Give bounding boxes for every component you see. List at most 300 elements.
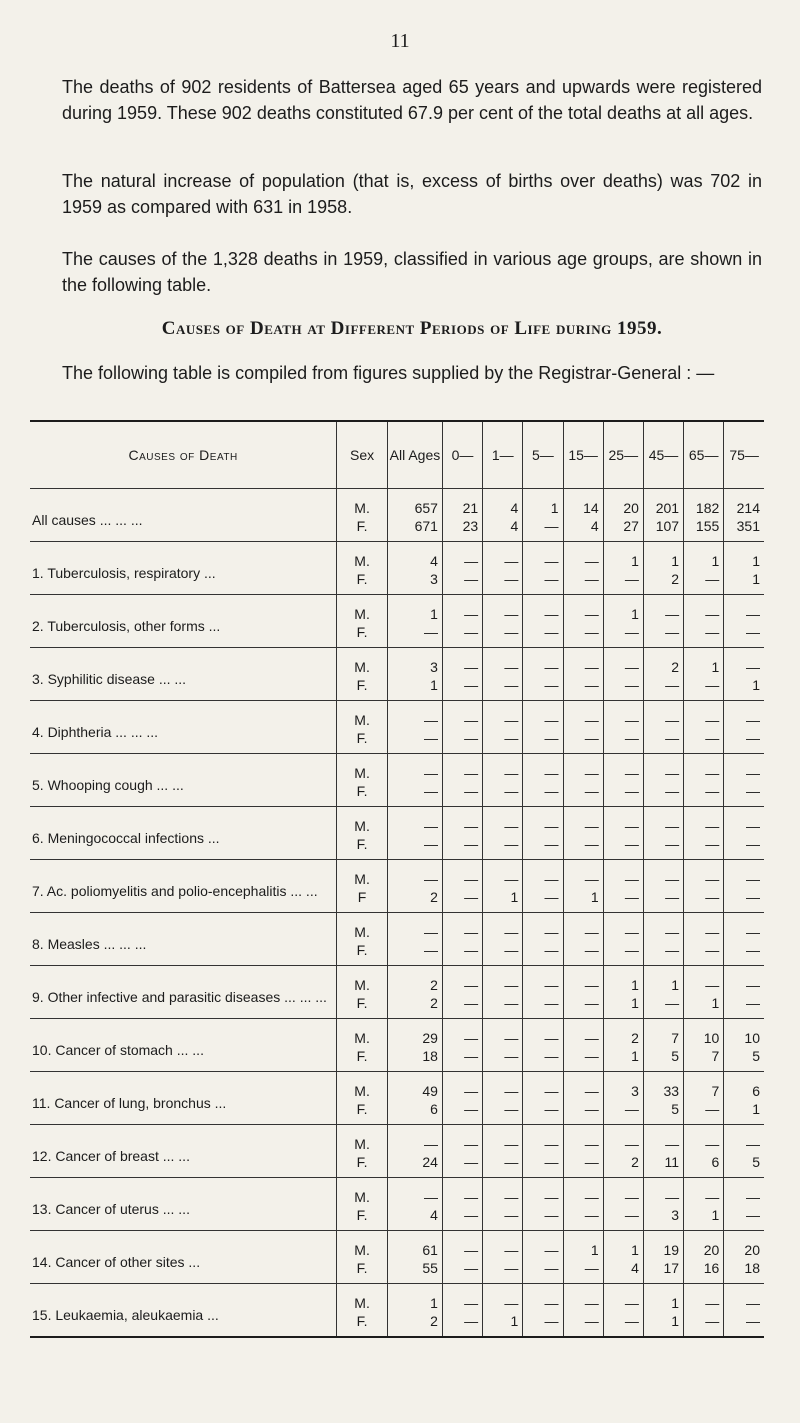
value-cell: — xyxy=(483,1178,523,1207)
value-cell: — xyxy=(483,595,523,624)
value-cell: 2 xyxy=(387,994,442,1019)
value-cell: — xyxy=(442,860,482,889)
value-cell: 1 xyxy=(643,542,683,571)
value-cell: — xyxy=(523,1125,563,1154)
value-cell: — xyxy=(724,835,764,860)
value-cell: 1 xyxy=(643,966,683,995)
value-cell: — xyxy=(643,888,683,913)
value-cell: — xyxy=(603,1178,643,1207)
value-cell: 1 xyxy=(684,1206,724,1231)
value-cell: — xyxy=(643,860,683,889)
value-cell: 5 xyxy=(643,1047,683,1072)
sex-cell: F. xyxy=(337,835,388,860)
value-cell: 1 xyxy=(387,595,442,624)
table-row-male xyxy=(30,913,764,942)
value-cell: — xyxy=(483,676,523,701)
cause-group xyxy=(30,1178,764,1231)
value-cell: — xyxy=(483,1231,523,1260)
value-cell: — xyxy=(724,860,764,889)
cause-label: All causes ... ... ... xyxy=(32,512,143,528)
table-row-male xyxy=(30,489,764,518)
column-header: All Ages xyxy=(387,421,442,489)
value-cell: — xyxy=(483,729,523,754)
cause-cell xyxy=(30,595,337,648)
value-cell: — xyxy=(563,1100,603,1125)
column-header: 45— xyxy=(643,421,683,489)
value-cell: — xyxy=(523,1259,563,1284)
value-cell: 1 xyxy=(563,888,603,913)
value-cell: — xyxy=(724,701,764,730)
value-cell: — xyxy=(442,1312,482,1337)
value-cell: — xyxy=(563,570,603,595)
value-cell: — xyxy=(442,1100,482,1125)
value-cell: 4 xyxy=(483,489,523,518)
value-cell: — xyxy=(603,941,643,966)
sex-cell: M. xyxy=(337,1284,388,1313)
value-cell: — xyxy=(563,1312,603,1337)
value-cell: — xyxy=(523,888,563,913)
value-cell: — xyxy=(603,913,643,942)
value-cell: 11 xyxy=(643,1153,683,1178)
value-cell: — xyxy=(483,782,523,807)
value-cell: — xyxy=(603,807,643,836)
sex-cell: F. xyxy=(337,1047,388,1072)
value-cell: — xyxy=(724,754,764,783)
sex-cell: M. xyxy=(337,807,388,836)
value-cell: 1 xyxy=(684,648,724,677)
value-cell: 1 xyxy=(387,1284,442,1313)
table-row-male xyxy=(30,807,764,836)
value-cell: 2 xyxy=(387,888,442,913)
value-cell: — xyxy=(563,994,603,1019)
value-cell: — xyxy=(442,888,482,913)
value-cell: 1 xyxy=(603,542,643,571)
value-cell: 7 xyxy=(684,1072,724,1101)
value-cell: 20 xyxy=(724,1231,764,1260)
value-cell: — xyxy=(724,782,764,807)
sex-cell: F. xyxy=(337,1312,388,1337)
value-cell: 7 xyxy=(643,1019,683,1048)
value-cell: — xyxy=(603,623,643,648)
sex-cell: F. xyxy=(337,1153,388,1178)
sex-cell: F. xyxy=(337,782,388,807)
value-cell: 107 xyxy=(643,517,683,542)
value-cell: 4 xyxy=(387,1206,442,1231)
value-cell: — xyxy=(643,994,683,1019)
value-cell: — xyxy=(523,994,563,1019)
value-cell: — xyxy=(442,595,482,624)
value-cell: 4 xyxy=(483,517,523,542)
cause-cell xyxy=(30,1125,337,1178)
value-cell: 2 xyxy=(387,1312,442,1337)
table-row-male xyxy=(30,1072,764,1101)
value-cell: 18 xyxy=(387,1047,442,1072)
value-cell: 20 xyxy=(684,1231,724,1260)
cause-label: 12. Cancer of breast ... ... xyxy=(32,1148,190,1164)
value-cell: — xyxy=(523,835,563,860)
causes-of-death-table xyxy=(30,420,764,1338)
value-cell: — xyxy=(442,1153,482,1178)
table-row-male xyxy=(30,1019,764,1048)
column-header: Sex xyxy=(337,421,388,489)
value-cell: 18 xyxy=(724,1259,764,1284)
value-cell: — xyxy=(387,701,442,730)
cause-group xyxy=(30,966,764,1019)
value-cell: 2 xyxy=(643,648,683,677)
value-cell: — xyxy=(563,1206,603,1231)
cause-label: 8. Measles ... ... ... xyxy=(32,936,147,952)
value-cell: — xyxy=(684,807,724,836)
value-cell: — xyxy=(724,913,764,942)
value-cell: — xyxy=(563,595,603,624)
value-cell: — xyxy=(523,941,563,966)
value-cell: — xyxy=(442,542,482,571)
value-cell: 2 xyxy=(387,966,442,995)
value-cell: — xyxy=(563,623,603,648)
value-cell: — xyxy=(603,1312,643,1337)
value-cell: 6 xyxy=(724,1072,764,1101)
value-cell: — xyxy=(684,1100,724,1125)
value-cell: — xyxy=(387,860,442,889)
value-cell: — xyxy=(442,1206,482,1231)
value-cell: — xyxy=(603,888,643,913)
value-cell: — xyxy=(684,729,724,754)
value-cell: — xyxy=(523,1178,563,1207)
value-cell: — xyxy=(387,729,442,754)
value-cell: — xyxy=(603,1100,643,1125)
value-cell: — xyxy=(724,1125,764,1154)
sex-cell: F. xyxy=(337,1206,388,1231)
cause-cell xyxy=(30,807,337,860)
value-cell: — xyxy=(442,701,482,730)
value-cell: — xyxy=(442,1178,482,1207)
cause-label: 15. Leukaemia, aleukaemia ... xyxy=(32,1307,219,1323)
value-cell: 1 xyxy=(684,542,724,571)
value-cell: — xyxy=(483,1125,523,1154)
value-cell: — xyxy=(603,648,643,677)
column-header: 15— xyxy=(563,421,603,489)
table-row-male xyxy=(30,1231,764,1260)
value-cell: — xyxy=(724,807,764,836)
column-header: 1— xyxy=(483,421,523,489)
sex-cell: M. xyxy=(337,701,388,730)
column-header: 0— xyxy=(442,421,482,489)
value-cell: 1 xyxy=(387,676,442,701)
value-cell: 21 xyxy=(442,489,482,518)
paragraph-causes-intro: The causes of the 1,328 deaths in 1959, classified in various age groups, are shown in the following table. xyxy=(62,249,762,295)
value-cell: — xyxy=(523,1100,563,1125)
value-cell: 1 xyxy=(724,542,764,571)
cause-label: 14. Cancer of other sites ... xyxy=(32,1254,201,1270)
value-cell: — xyxy=(483,754,523,783)
value-cell: — xyxy=(603,729,643,754)
value-cell: 10 xyxy=(724,1019,764,1048)
value-cell: — xyxy=(684,913,724,942)
value-cell: — xyxy=(442,807,482,836)
value-cell: 155 xyxy=(684,517,724,542)
value-cell: — xyxy=(684,701,724,730)
value-cell: 55 xyxy=(387,1259,442,1284)
value-cell: 3 xyxy=(603,1072,643,1101)
sex-cell: M. xyxy=(337,966,388,995)
table-row-male xyxy=(30,754,764,783)
value-cell: 4 xyxy=(603,1259,643,1284)
sex-cell: M. xyxy=(337,913,388,942)
value-cell: — xyxy=(483,623,523,648)
value-cell: 1 xyxy=(724,1100,764,1125)
cause-label: 2. Tuberculosis, other forms ... xyxy=(32,618,221,634)
value-cell: — xyxy=(643,623,683,648)
sex-cell: F. xyxy=(337,1100,388,1125)
sex-cell: F. xyxy=(337,676,388,701)
value-cell: — xyxy=(643,782,683,807)
value-cell: — xyxy=(684,888,724,913)
value-cell: — xyxy=(523,913,563,942)
value-cell: 5 xyxy=(724,1153,764,1178)
table-header-row xyxy=(30,421,764,489)
sex-cell: F. xyxy=(337,941,388,966)
sex-cell: M. xyxy=(337,1125,388,1154)
value-cell: 3 xyxy=(387,648,442,677)
sex-cell: M. xyxy=(337,754,388,783)
value-cell: — xyxy=(387,1125,442,1154)
cause-group xyxy=(30,595,764,648)
value-cell: — xyxy=(442,1125,482,1154)
cause-cell xyxy=(30,1072,337,1125)
value-cell: — xyxy=(483,1019,523,1048)
value-cell: — xyxy=(442,1019,482,1048)
value-cell: 1 xyxy=(724,676,764,701)
value-cell: — xyxy=(483,701,523,730)
value-cell: — xyxy=(563,1072,603,1101)
value-cell: 214 xyxy=(724,489,764,518)
value-cell: — xyxy=(483,860,523,889)
page-number: 11 xyxy=(390,30,410,52)
value-cell: — xyxy=(563,835,603,860)
value-cell: — xyxy=(684,570,724,595)
value-cell: — xyxy=(684,676,724,701)
value-cell: — xyxy=(724,1284,764,1313)
value-cell: — xyxy=(563,1019,603,1048)
value-cell: — xyxy=(442,1047,482,1072)
sex-cell: M. xyxy=(337,489,388,518)
value-cell: — xyxy=(442,1259,482,1284)
value-cell: — xyxy=(603,1206,643,1231)
value-cell: 49 xyxy=(387,1072,442,1101)
value-cell: — xyxy=(724,623,764,648)
cause-cell xyxy=(30,1284,337,1338)
cause-group xyxy=(30,701,764,754)
value-cell: 20 xyxy=(603,489,643,518)
value-cell: — xyxy=(603,676,643,701)
value-cell: — xyxy=(603,1284,643,1313)
cause-cell xyxy=(30,542,337,595)
value-cell: — xyxy=(684,1178,724,1207)
value-cell: — xyxy=(724,966,764,995)
cause-label: 9. Other infective and parasitic diseases ... ... ... xyxy=(32,989,327,1005)
value-cell: — xyxy=(523,1206,563,1231)
value-cell: — xyxy=(442,913,482,942)
value-cell: — xyxy=(724,941,764,966)
value-cell: — xyxy=(563,1178,603,1207)
value-cell: — xyxy=(724,648,764,677)
cause-label: 13. Cancer of uterus ... ... xyxy=(32,1201,190,1217)
column-header: 5— xyxy=(523,421,563,489)
sex-cell: F xyxy=(337,888,388,913)
value-cell: — xyxy=(523,807,563,836)
value-cell: — xyxy=(603,860,643,889)
value-cell: — xyxy=(523,648,563,677)
value-cell: — xyxy=(603,570,643,595)
paragraph-natural-increase: The natural increase of population (that is, excess of births over deaths) was 702 in 1959 as compared with 631 in 1958. xyxy=(62,171,762,217)
value-cell: 3 xyxy=(387,570,442,595)
value-cell: 1 xyxy=(603,994,643,1019)
value-cell: — xyxy=(643,835,683,860)
cause-group xyxy=(30,860,764,913)
value-cell: — xyxy=(563,941,603,966)
value-cell: 5 xyxy=(643,1100,683,1125)
paragraph-aged-deaths: The deaths of 902 residents of Battersea aged 65 years and upwards were registered during 1959. These 902 deaths constituted 67.9 per cent of the total deaths at all ages. xyxy=(62,77,762,123)
value-cell: — xyxy=(442,1072,482,1101)
value-cell: — xyxy=(643,941,683,966)
value-cell: — xyxy=(387,782,442,807)
cause-group xyxy=(30,913,764,966)
value-cell: 33 xyxy=(643,1072,683,1101)
value-cell: — xyxy=(523,701,563,730)
value-cell: — xyxy=(523,1019,563,1048)
value-cell: — xyxy=(724,994,764,1019)
cause-group xyxy=(30,542,764,595)
cause-group xyxy=(30,1284,764,1338)
value-cell: — xyxy=(563,754,603,783)
value-cell: — xyxy=(563,648,603,677)
value-cell: 1 xyxy=(684,994,724,1019)
value-cell: — xyxy=(523,729,563,754)
value-cell: 6 xyxy=(684,1153,724,1178)
value-cell: 1 xyxy=(724,570,764,595)
value-cell: — xyxy=(387,754,442,783)
cause-group xyxy=(30,489,764,542)
value-cell: 2 xyxy=(643,570,683,595)
value-cell: 4 xyxy=(387,542,442,571)
cause-label: 5. Whooping cough ... ... xyxy=(32,777,184,793)
value-cell: — xyxy=(523,1153,563,1178)
value-cell: — xyxy=(523,517,563,542)
value-cell: — xyxy=(442,994,482,1019)
column-header: 25— xyxy=(603,421,643,489)
cause-group xyxy=(30,754,764,807)
value-cell: — xyxy=(563,701,603,730)
value-cell: 1 xyxy=(643,1312,683,1337)
value-cell: — xyxy=(523,595,563,624)
sex-cell: M. xyxy=(337,542,388,571)
value-cell: — xyxy=(442,1231,482,1260)
value-cell: 61 xyxy=(387,1231,442,1260)
value-cell: 1 xyxy=(603,1047,643,1072)
value-cell: — xyxy=(563,1153,603,1178)
value-cell: — xyxy=(563,542,603,571)
value-cell: — xyxy=(483,570,523,595)
value-cell: — xyxy=(483,913,523,942)
value-cell: 7 xyxy=(684,1047,724,1072)
value-cell: — xyxy=(684,966,724,995)
value-cell: 2 xyxy=(603,1019,643,1048)
value-cell: — xyxy=(684,782,724,807)
value-cell: — xyxy=(523,1047,563,1072)
sex-cell: M. xyxy=(337,648,388,677)
value-cell: — xyxy=(442,570,482,595)
value-cell: — xyxy=(643,701,683,730)
value-cell: 29 xyxy=(387,1019,442,1048)
section-heading: Causes of Death at Different Periods of Life during 1959. xyxy=(161,318,663,339)
value-cell: 14 xyxy=(563,489,603,518)
value-cell: — xyxy=(563,1259,603,1284)
value-cell: — xyxy=(684,835,724,860)
value-cell: 1 xyxy=(483,888,523,913)
sex-cell: M. xyxy=(337,860,388,889)
value-cell: — xyxy=(523,782,563,807)
value-cell: — xyxy=(563,860,603,889)
value-cell: — xyxy=(603,1125,643,1154)
sex-cell: M. xyxy=(337,1019,388,1048)
value-cell: 351 xyxy=(724,517,764,542)
value-cell: 4 xyxy=(563,517,603,542)
value-cell: 1 xyxy=(603,595,643,624)
value-cell: — xyxy=(442,623,482,648)
value-cell: — xyxy=(603,754,643,783)
cause-cell xyxy=(30,860,337,913)
value-cell: 10 xyxy=(684,1019,724,1048)
value-cell: — xyxy=(563,1125,603,1154)
sex-cell: M. xyxy=(337,1178,388,1207)
value-cell: 3 xyxy=(643,1206,683,1231)
cause-label: 10. Cancer of stomach ... ... xyxy=(32,1042,204,1058)
value-cell: — xyxy=(523,1072,563,1101)
value-cell: — xyxy=(563,1047,603,1072)
value-cell: — xyxy=(563,782,603,807)
value-cell: — xyxy=(724,1312,764,1337)
value-cell: — xyxy=(483,1100,523,1125)
cause-cell xyxy=(30,1231,337,1284)
value-cell: — xyxy=(684,860,724,889)
value-cell: — xyxy=(483,966,523,995)
value-cell: 1 xyxy=(603,1231,643,1260)
value-cell: — xyxy=(442,648,482,677)
sex-cell: F. xyxy=(337,623,388,648)
value-cell: — xyxy=(483,1259,523,1284)
value-cell: — xyxy=(523,623,563,648)
value-cell: — xyxy=(563,729,603,754)
value-cell: — xyxy=(643,1125,683,1154)
value-cell: — xyxy=(523,966,563,995)
cause-cell xyxy=(30,701,337,754)
value-cell: — xyxy=(603,701,643,730)
value-cell: — xyxy=(684,1312,724,1337)
value-cell: — xyxy=(442,966,482,995)
value-cell: — xyxy=(724,888,764,913)
table-row-male xyxy=(30,860,764,889)
cause-group xyxy=(30,1072,764,1125)
sex-cell: F. xyxy=(337,729,388,754)
value-cell: — xyxy=(387,623,442,648)
cause-group xyxy=(30,807,764,860)
value-cell: — xyxy=(442,729,482,754)
value-cell: — xyxy=(684,1284,724,1313)
value-cell: 5 xyxy=(724,1047,764,1072)
value-cell: — xyxy=(643,1178,683,1207)
value-cell: — xyxy=(523,676,563,701)
sex-cell: M. xyxy=(337,595,388,624)
